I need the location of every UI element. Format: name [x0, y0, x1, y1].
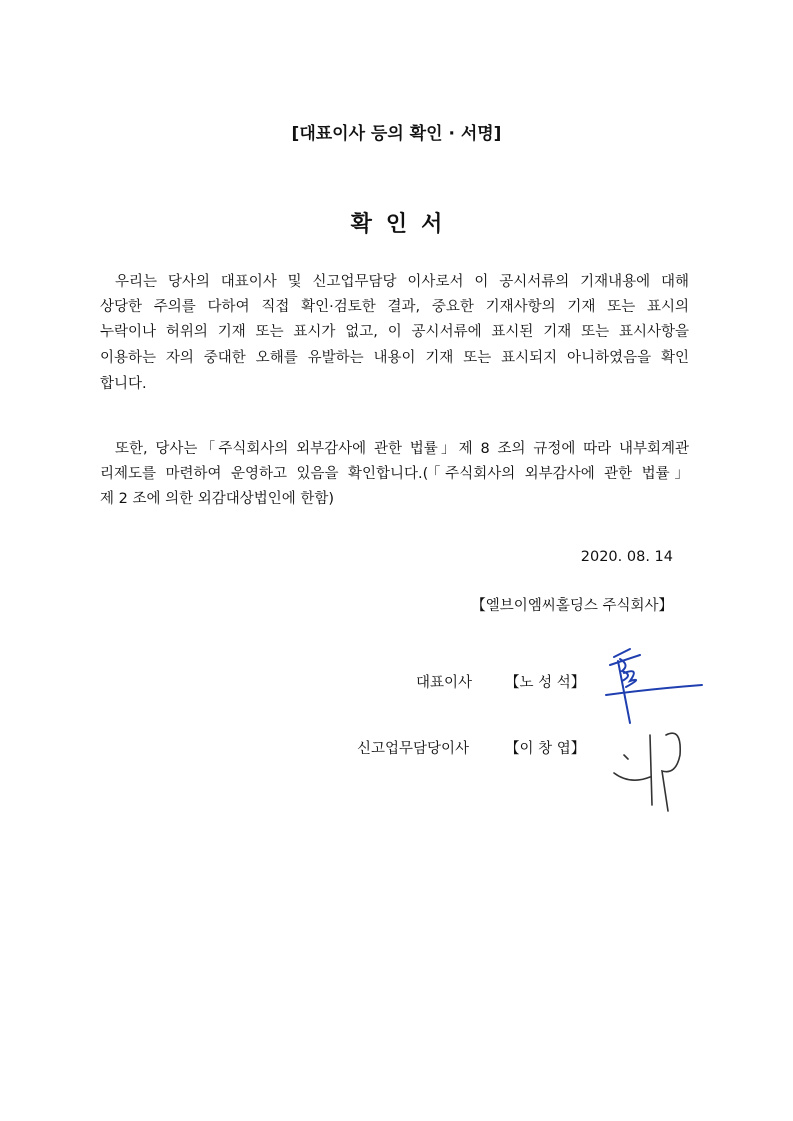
paragraph-line: 합니다. [100, 376, 147, 392]
paragraph-line: 제 2 조에 의한 외감대상법인에 한함) [100, 491, 335, 507]
ceo-signature-icon [600, 645, 710, 725]
paragraph-line: 이용하는 자의 중대한 오해를 유발하는 내용이 기재 또는 표시되지 아니하였음을 확인 [100, 350, 689, 366]
paragraph-line: 리제도를 마련하여 운영하고 있음을 확인합니다.(「주식회사의 외부감사에 관한 법률」 [100, 466, 689, 482]
signer-role-reporting-director: 신고업무담당이사 [357, 741, 470, 757]
signer-name-ceo: 【노 성 석】 [505, 675, 586, 691]
document-title: 확인서 [350, 212, 457, 237]
company-name: 【엘브이엠씨홀딩스 주식회사】 [471, 598, 673, 614]
signer-role-ceo: 대표이사 [416, 675, 473, 691]
section-heading: [대표이사 등의 확인 · 서명] [291, 124, 502, 144]
document-date: 2020. 08. 14 [580, 549, 673, 565]
paragraph-line: 상당한 주의를 다하여 직접 확인·검토한 결과, 중요한 기재사항의 기재 또는 표시의 [100, 299, 689, 315]
signer-name-reporting-director: 【이 창 엽】 [505, 741, 586, 757]
paragraph-line: 또한, 당사는「주식회사의 외부감사에 관한 법률」제 8 조의 규정에 따라 내부회계관 [115, 441, 689, 457]
paragraph-line: 우리는 당사의 대표이사 및 신고업무담당 이사로서 이 공시서류의 기재내용에 대해 [115, 274, 689, 290]
paragraph-line: 누락이나 허위의 기재 또는 표시가 없고, 이 공시서류에 표시된 기재 또는 표시사항을 [100, 324, 689, 340]
reporting-director-signature-icon [610, 725, 690, 815]
